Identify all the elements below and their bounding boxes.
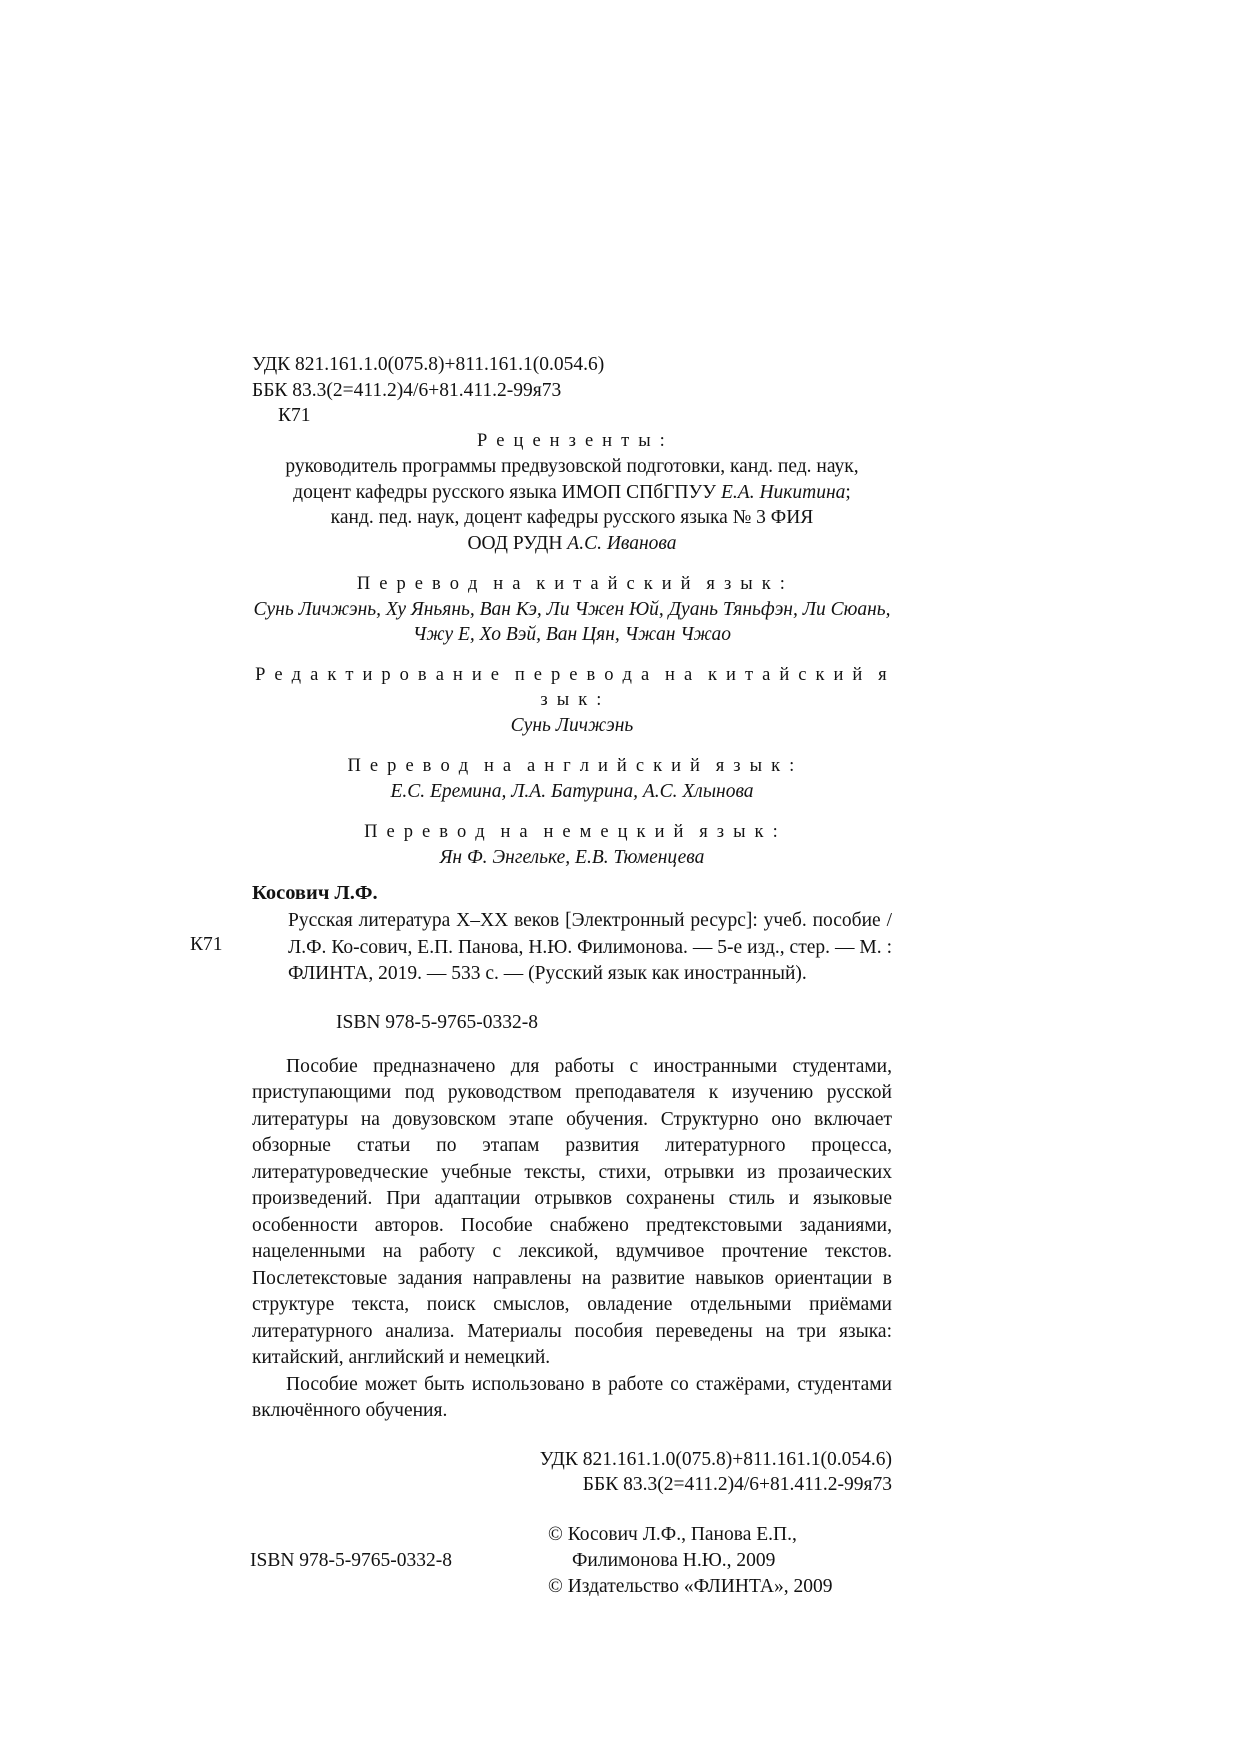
reviewer-line-1: руководитель программы предвузовской подготовки, канд. пед. наук, bbox=[285, 456, 859, 477]
spacer-4 bbox=[252, 804, 892, 820]
spacer-3 bbox=[252, 738, 892, 754]
bbk-code-bottom: ББК 83.3(2=411.2)4/6+81.411.2-99я73 bbox=[582, 1474, 892, 1495]
annotation-paragraph-2: Пособие может быть использовано в работе со стажёрами, студентами включённого обучения. bbox=[252, 1373, 892, 1421]
citation-text: Русская литература X–XX веков [Электронный ресурс]: учеб. пособие / Л.Ф. Ко-сович, Е.П. Панова, Н.Ю. Филимонова. — 5-е изд., стер. — М. : ФЛИНТА, 2019. — 533 с. — (Русский язык как иностранный). bbox=[288, 910, 892, 984]
copyright-line-2: Филимонова Н.Ю., 2009 bbox=[572, 1549, 776, 1571]
shelf-mark-citation: К71 bbox=[190, 934, 223, 955]
reviewer-sep: ; bbox=[845, 481, 851, 503]
udk-code-bottom: УДК 821.161.1.0(075.8)+811.161.1(0.054.6) bbox=[539, 1448, 892, 1470]
copyright-lines bbox=[548, 1522, 892, 1600]
codes-bottom bbox=[252, 1447, 892, 1498]
author-name: Косович Л.Ф. bbox=[252, 882, 378, 904]
chinese-translation-heading: П е р е в о д н а к и т а й с к и й я з ы к : bbox=[356, 574, 788, 594]
reviewer-line-3: канд. пед. наук, доцент кафедры русского языка № 3 ФИЯ bbox=[330, 507, 814, 528]
spacer-5 bbox=[252, 870, 892, 880]
chinese-editing-section bbox=[252, 663, 896, 738]
chinese-editor-name: Сунь Личжэнь bbox=[510, 715, 634, 736]
shelf-mark-top: К71 bbox=[278, 405, 311, 426]
reviewers-heading: Р е ц е н з е н т ы : bbox=[476, 430, 668, 451]
english-translation-heading: П е р е в о д н а а н г л и й с к и й я з ы к : bbox=[347, 756, 797, 776]
chinese-translators-line-1: Сунь Личжэнь, Ху Яньянь, Ван Кэ, Ли Чжен Юй, Дуань Тяньфэн, Ли Сюань, bbox=[253, 599, 891, 620]
reviewer-name-2: А.С. Иванова bbox=[567, 532, 677, 554]
reviewer-affiliation-2: доцент кафедры русского языка ИМОП СПбГПУУ bbox=[293, 481, 721, 503]
udk-code-top: УДК 821.161.1.0(075.8)+811.161.1(0.054.6) bbox=[252, 354, 605, 375]
annotation-paragraph-1: Пособие предназначено для работы с иностранными студентами, приступающими под руководством преподавателя к изучению русской литературы на довузовском этапе обучения. Структурно оно включает обзорные статьи по этапам развития литературного процесса, литературоведческие учебные тексты, стихи, отрывки из прозаических произведений. При адаптации отрывков сохранены стиль и языковые особенности авторов. Пособие снабжено предтекстовыми заданиями, нацеленными на работу с лексикой, вдумчивое прочтение текстов. Послетекстовые задания направлены на развитие навыков ориентации в структуре текста, поиск смыслов, овладение отдельными приёмами литературного анализа. Материалы пособия переведены на три языка: китайский, английский и немецкий. bbox=[252, 1055, 892, 1368]
copyright-line-3: © Издательство «ФЛИНТА», 2009 bbox=[548, 1575, 833, 1597]
chinese-translators-line-2: Чжу Е, Хо Вэй, Ван Цян, Чжан Чжао bbox=[412, 624, 732, 645]
bbk-code-top: ББК 83.3(2=411.2)4/6+81.411.2-99я73 bbox=[252, 379, 562, 401]
annotation-section bbox=[252, 1054, 892, 1425]
english-translators: Е.С. Еремина, Л.А. Батурина, А.С. Хлынова bbox=[390, 781, 754, 802]
reviewers-section bbox=[252, 429, 892, 557]
isbn-main: ISBN 978-5-9765-0332-8 bbox=[336, 1011, 539, 1033]
spacer-1 bbox=[252, 556, 892, 572]
reviewer-name-1: Е.А. Никитина bbox=[721, 481, 846, 503]
isbn-footer: ISBN 978-5-9765-0332-8 bbox=[250, 1549, 453, 1571]
english-translation-section bbox=[252, 754, 892, 804]
german-translators: Ян Ф. Энгельке, Е.В. Тюменцева bbox=[439, 847, 705, 868]
copyright-line-1: © Косович Л.Ф., Панова Е.П., bbox=[548, 1523, 797, 1545]
german-translation-section bbox=[252, 820, 892, 870]
reviewer-line-4 bbox=[252, 531, 892, 557]
reviewer-line-2 bbox=[252, 480, 892, 506]
german-translation-heading: П е р е в о д н а н е м е ц к и й я з ы к : bbox=[364, 822, 780, 842]
bibliographic-record bbox=[190, 908, 892, 988]
imprint-content bbox=[190, 352, 896, 1608]
chinese-editing-heading: Р е д а к т и р о в а н и е п е р е в о д а н а к и т а й с к и й я з ы к : bbox=[255, 665, 896, 710]
chinese-translation-section bbox=[252, 572, 892, 647]
spacer-2 bbox=[252, 647, 892, 663]
copyright-section bbox=[252, 1522, 892, 1608]
reviewer-affiliation-4: ООД РУДН bbox=[467, 532, 568, 554]
